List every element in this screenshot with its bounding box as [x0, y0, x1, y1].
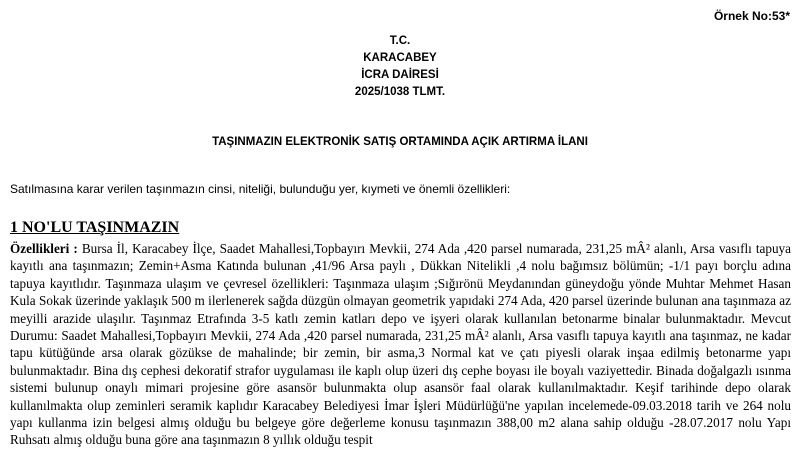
property-features — [10, 240, 791, 449]
features-text: Bursa İl, Karacabey İlçe, Saadet Mahallesi,Topbayırı Mevkii, 274 Ada ,420 parsel numarada, 231,25 mÂ² alanlı, Arsa vasıflı tapuya kayıtlı ana taşınmazın; Zemin+Asma Katında bulunan ,41/96 Arsa paylı , Dükkan Nitelikli ,4 nolu bağımsız bölümün; -1/1 payı borçlu adına tapuya kayıtlıdır. Taşınmaza ulaşım ve çevresel özellikleri: Taşınmaza ulaşım ;Sığırönü Meydanından güneydoğu yönde Muhtar Mehmet Hasan Kula Sokak üzerinde yaklaşık 500 m ilerlenerek sağda düzgün olmayan geometrik yapıdaki 274 Ada, 420 parsel üzerinde bulunan ana taşınmaza az meyilli arazide ulaşılır. Taşınmaz Etrafında 3-5 katlı zemin katları depo ve işyeri olarak kullanılan betonarme binalar bulunmaktadır. Mevcut Durumu: Saadet Mahallesi,Topbayırı Mevkii, 274 Ada ,420 parsel numarada, 231,25 mÂ² alanlı, Arsa vasıflı tapuya kayıtlı ana taşınmaz, ne kadar tapu kütüğünde arsa olarak gözükse de mahalinde; bir zemin, bir asma,3 Normal kat ve çatı piyesli olarak inşaa edilmiş betonarme yapı bulunmaktadır. Bina dış cephesi dekoratif strafor uygulaması ile kaplı olup üzeri dış cephe boyası ile boyalı vaziyettedir. Binada doğalgazlı ısınma sistemi bulunup onaylı mimari projesine göre asansör bulunmakta olup asansör faal olarak kullanılmaktadır. Keşif tarihinde depo olarak kullanılmakta olup zeminleri seramik kaplıdır Karacabey Belediyesi İmar İşleri Müdürlüğü'ne yapılan incelemede-09.03.2018 tarih ve 264 nolu yapı kullanma izin belgesi almış olduğu bu belgeye göre değerleme konusu taşınmazın 388,00 m2 alana sahip olduğu -28.07.2017 nolu Yapı Ruhsatı almış olduğu buna göre ana taşınmazın 8 yıllık olduğu tespit — [10, 241, 792, 448]
office-line-department: İCRA DAİRESİ — [361, 69, 439, 81]
property-heading: 1 NO'LU TAŞINMAZIN — [10, 219, 180, 236]
office-line-district: KARACABEY — [363, 52, 437, 64]
office-line-country: T.C. — [389, 35, 411, 47]
features-label: Özellikleri : — [10, 241, 78, 256]
issuing-office — [0, 33, 800, 101]
office-line-file-number: 2025/1038 TLMT. — [354, 86, 446, 98]
intro-text: Satılmasına karar verilen taşınmazın cinsi, niteliği, bulunduğu yer, kıymeti ve önemli özellikleri: — [10, 182, 511, 196]
notice-title: TAŞINMAZIN ELEKTRONİK SATIŞ ORTAMINDA AÇIK ARTIRMA İLANI — [212, 136, 588, 148]
form-number: Örnek No:53* — [713, 9, 790, 23]
